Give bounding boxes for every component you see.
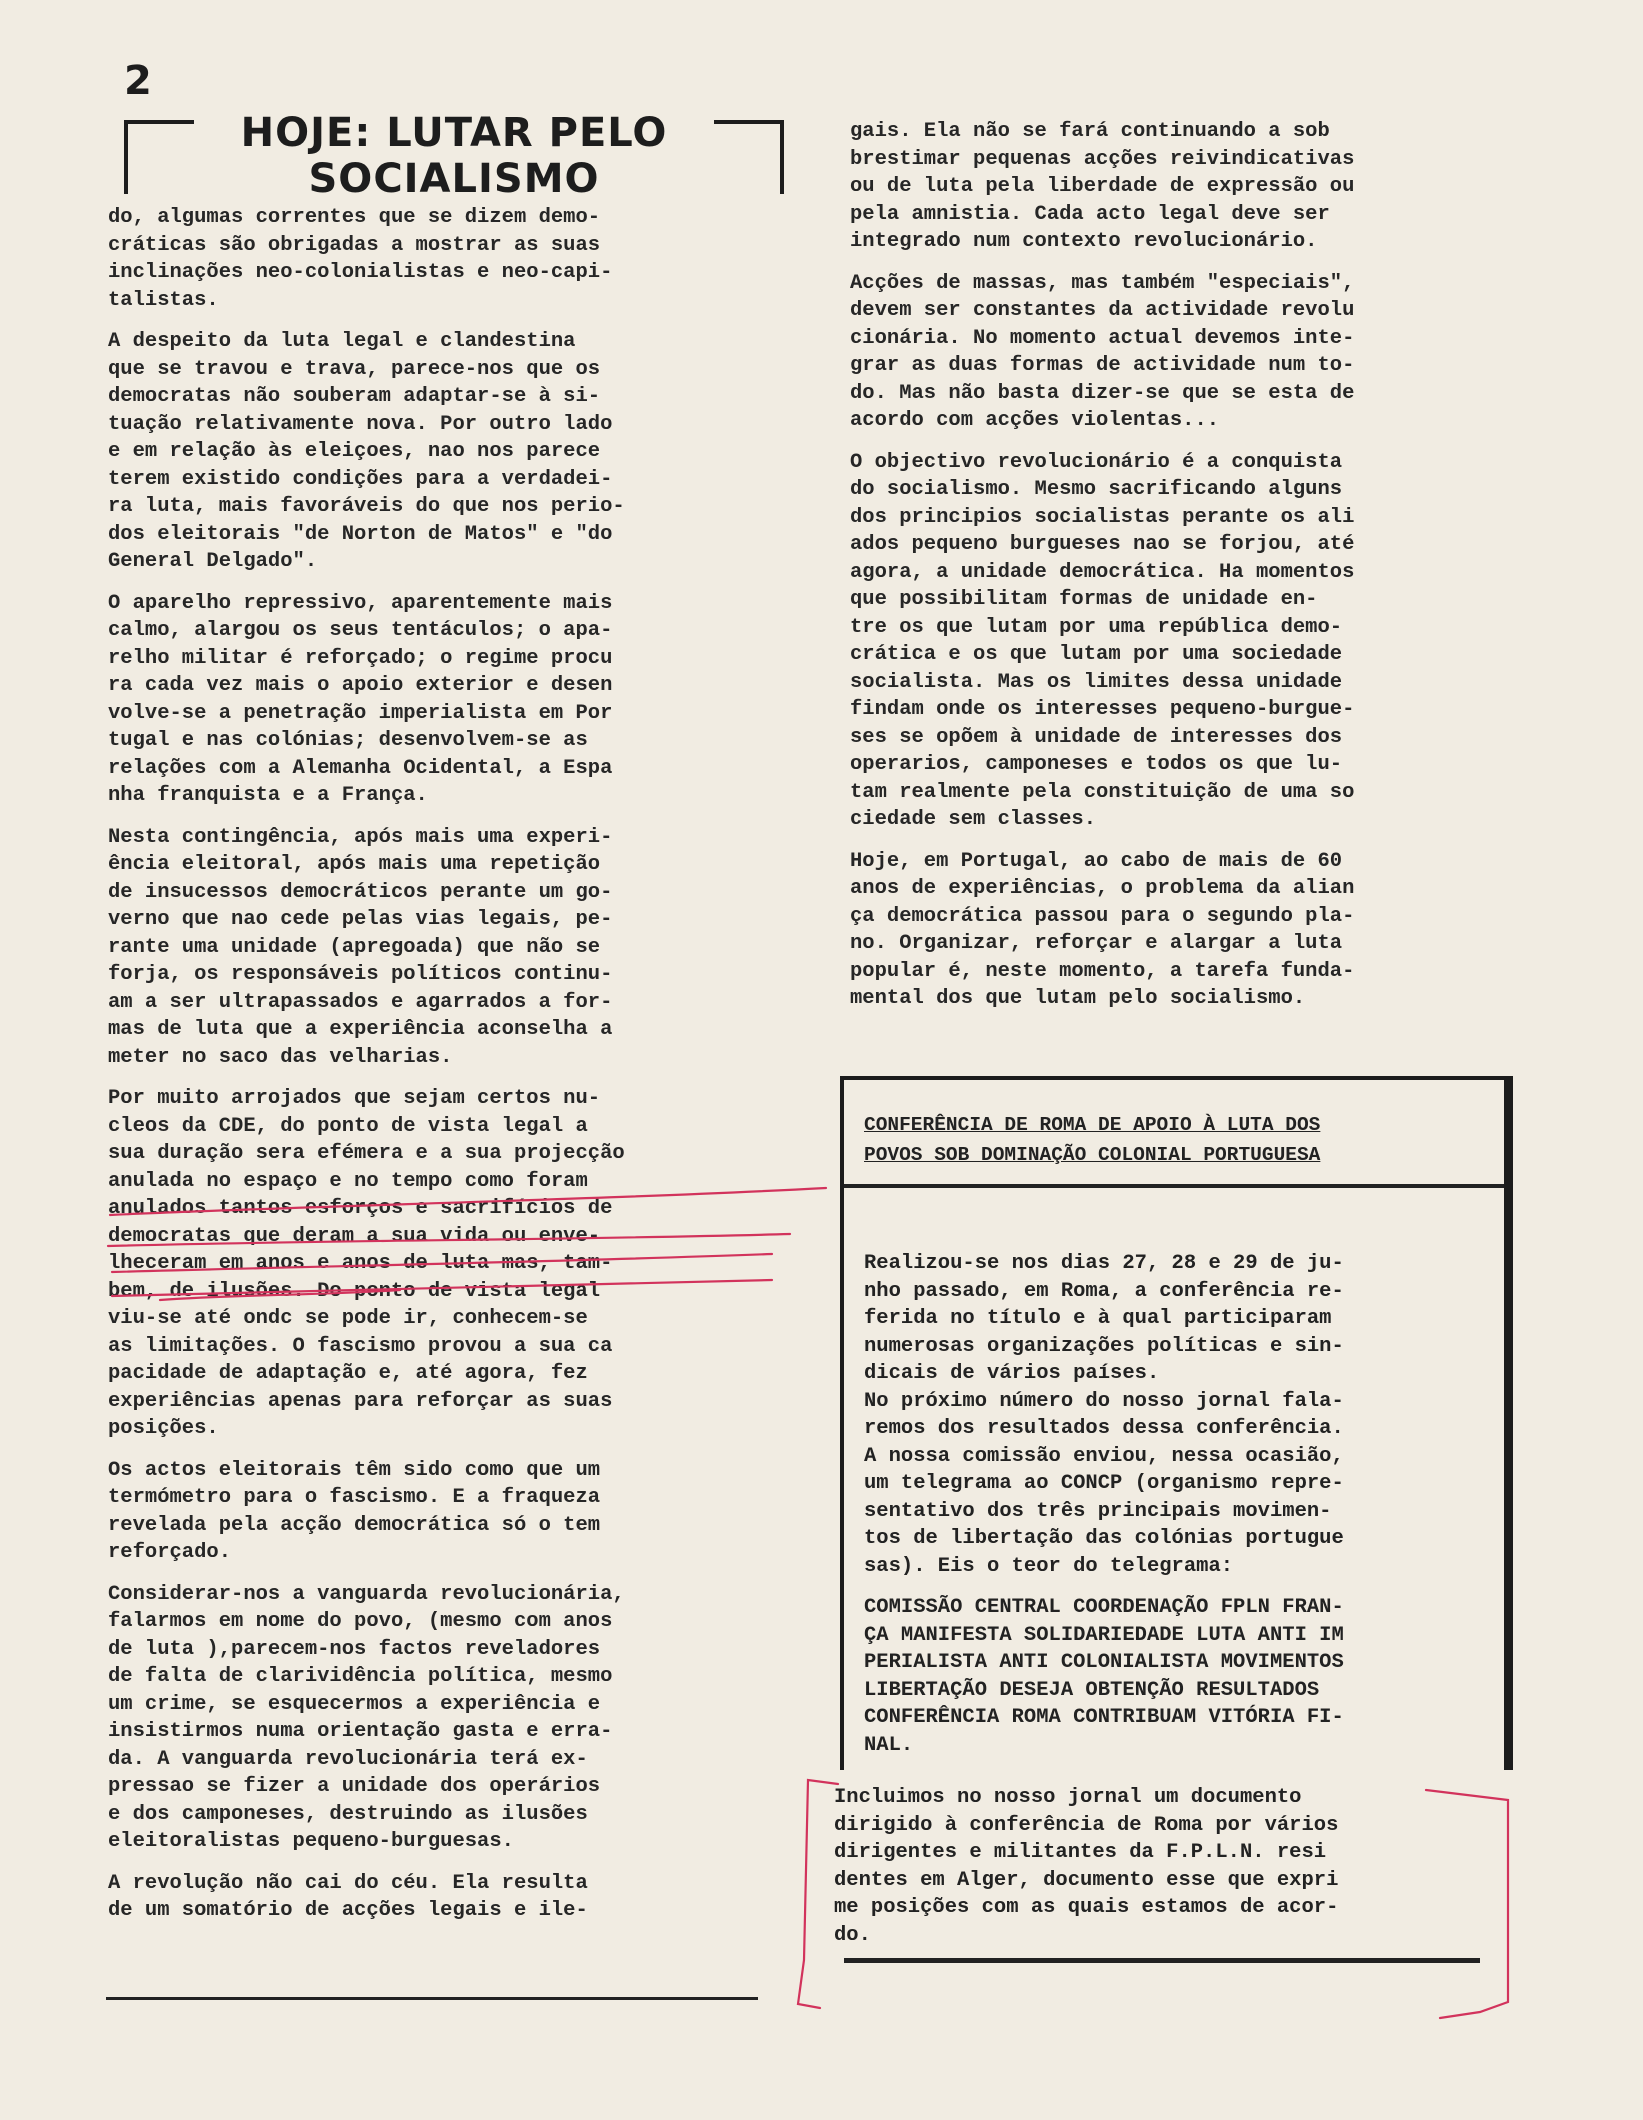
paragraph: gais. Ela não se fará continuando a sob brestimar pequenas acções reivindicativas ou de luta pela liberdade de expressão ou pela amnistia. Cada acto legal deve ser integrado num contexto revolucionário.: [850, 120, 1355, 253]
paragraph: Nesta contingência, após mais uma experi- ência eleitoral, após mais uma repetição de insucessos democráticos perante um go- verno que nao cede pelas vias legais, pe- rante uma unidade (apregoada) que não se forja, os responsáveis políticos continu- am a ser ultrapassados e agarrados a for- mas de luta que a experiência aconselha a meter no saco das velharias.: [108, 825, 613, 1069]
paragraph: Considerar-nos a vanguarda revolucionária, falarmos em nome do povo, (mesmo com anos de luta ),parecem-nos factos reveladores de falta de clarividência política, mesmo um crime, se esquecermos a experiência e insistirmos numa orientação gasta e erra- da. A vanguarda revolucionária terá ex- pressao se fizer a unidade dos operários e dos camponeses, destruindo as ilusões eleitoralistas pequeno-burguesas.: [108, 1582, 625, 1853]
paragraph: O objectivo revolucionário é a conquista do socialismo. Mesmo sacrificando alguns dos principios socialistas perante os ali ados pequeno burgueses nao se forjou, até agora, a unidade democrática. Ha momentos que possibilitam formas de unidade en- tre os que lutam por uma república demo- crática e os que lutam por uma sociedade socialista. Mas os limites dessa unidade findam onde os interesses pequeno-burgue- ses se opõem à unidade de interesses dos operarios, camponeses e todos os que lu- tam realmente pela constituição de uma so ciedade sem classes.: [850, 450, 1355, 831]
left-column: [108, 204, 768, 1939]
paragraph: A despeito da luta legal e clandestina que se travou e trava, parece-nos que os democratas não souberam adaptar-se à si- tuação relativamente nova. Por outro lado e em relação às eleiçoes, nao nos parece terem existido condições para a verdadei- ra luta, mais favoráveis do que nos perio- dos eleitorais "de Norton de Matos" e "do General Delgado".: [108, 330, 625, 573]
title-rule: [844, 1184, 1504, 1188]
paragraph: O aparelho repressivo, aparentemente mais calmo, alargou os seus tentáculos; o apa- relho militar é reforçado; o regime procu ra cada vez mais o apoio exterior e desen volve-se a penetração imperialista em Por tugal e nas colónias; desenvolvem-se as relações com a Alemanha Ocidental, a Espa nha franquista e a França.: [108, 591, 613, 807]
left-column-end-rule: [106, 1997, 758, 2000]
paragraph: Os actos eleitorais têm sido como que um termómetro para o fascismo. E a fraqueza revelada pela acção democrática só o tem reforçado.: [108, 1458, 601, 1564]
paragraph: Hoje, em Portugal, ao cabo de mais de 60 anos de experiências, o problema da alian ça democrática passou para o segundo pla- no. Organizar, reforçar e alargar a luta popular é, neste momento, a tarefa funda- mental dos que lutam pelo socialismo.: [850, 849, 1355, 1010]
paragraph: do, algumas correntes que se dizem demo- cráticas são obrigadas a mostrar as suas inclinações neo-colonialistas e neo-capi- talistas.: [108, 206, 613, 312]
headline-line-2: SOCIALISMO: [308, 156, 600, 202]
conference-title: CONFERÊNCIA DE ROMA DE APOIO À LUTA DOS POVOS SOB DOMINAÇÃO COLONIAL PORTUGUESA: [864, 1114, 1321, 1166]
right-column: [850, 118, 1520, 1027]
headline-line-1: HOJE: LUTAR PELO: [240, 110, 668, 156]
paragraph: A revolução não cai do céu. Ela resulta de um somatório de acções legais e ile-: [108, 1871, 588, 1922]
paragraph: Acções de massas, mas também "especiais", devem ser constantes da actividade revolu cionária. No momento actual devemos inte- grar as duas formas de actividade num to- do. Mas não basta dizer-se que se esta de acordo com acções violentas...: [850, 271, 1355, 432]
editorial-note: Incluimos no nosso jornal um documento dirigido à conferência de Roma por vários dirigentes e militantes da F.P.L.N. resi dentes em Alger, documento esse que expri me posições com as quais estamos de acor- do.: [834, 1786, 1339, 1947]
headline: [124, 110, 784, 202]
page-number: 2: [124, 58, 152, 104]
headline-frame: [124, 110, 784, 202]
conference-body: [864, 1250, 1494, 1773]
note-end-rule: [844, 1958, 1480, 1963]
telegram-text: COMISSÃO CENTRAL COORDENAÇÃO FPLN FRAN- ÇA MANIFESTA SOLIDARIEDADE LUTA ANTI IM PERIALISTA ANTI COLONIALISTA MOVIMENTOS LIBERTAÇÃO DESEJA OBTENÇÃO RESULTADOS CONFERÊNCIA ROMA CONTRIBUAM VITÓRIA FI- NAL.: [864, 1596, 1344, 1757]
paragraph: Realizou-se nos dias 27, 28 e 29 de ju- nho passado, em Roma, a conferência re- ferida no título e à qual participaram numerosas organizações políticas e sin- dicais de vários países. No próximo número do nosso jornal fala- remos dos resultados dessa conferência. A nossa comissão enviou, nessa ocasião, um telegrama ao CONCP (organismo repre- sentativo dos três principais movimen- tos de libertação das colónias portugue sas). Eis o teor do telegrama:: [864, 1252, 1344, 1578]
paragraph: Por muito arrojados que sejam certos nu- cleos da CDE, do ponto de vista legal a sua duração sera efémera e a sua projecção anulada no espaço e no tempo como foram anulados tantos esforços e sacrifícios de democratas que deram a sua vida ou enve- lheceram em anos e anos de luta mas, tam- bem, de ilusões. Do ponto de vista legal viu-se até ondc se pode ir, conhecem-se as limitações. O fascismo provou a sua ca pacidade de adaptação e, até agora, fez experiências apenas para reforçar as suas posições.: [108, 1087, 625, 1440]
conference-box: [840, 1076, 1513, 1770]
